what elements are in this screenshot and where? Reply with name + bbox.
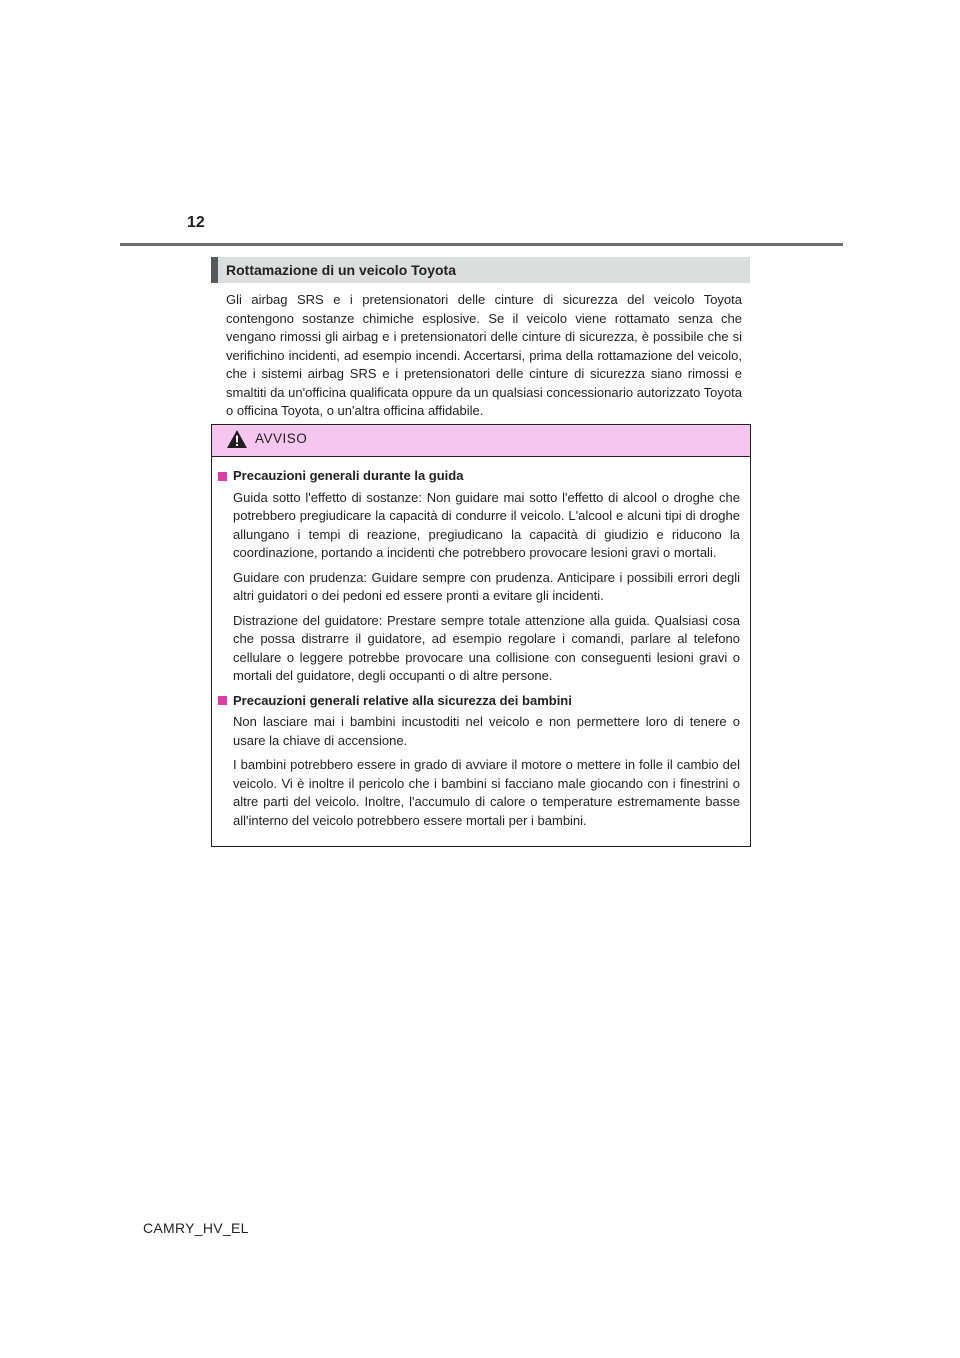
section-heading: Rottamazione di un veicolo Toyota <box>211 257 750 283</box>
warning-block-heading-text: Precauzioni generali durante la guida <box>233 468 464 483</box>
warning-triangle-icon <box>226 429 248 449</box>
bullet-square-icon <box>218 696 227 705</box>
warning-header <box>212 425 750 457</box>
warning-block-heading-text: Precauzioni generali relative alla sicurezza dei bambini <box>233 692 572 708</box>
bullet-square-icon <box>218 472 227 481</box>
warning-box <box>211 424 751 847</box>
section-body: Gli airbag SRS e i pretensionatori delle cinture di sicurezza del veicolo Toyota contengono sostanze chimiche esplosive. Se il veicolo viene rottamato senza che vengano rimossi gli airbag e i pretensionatori delle cinture di sicurezza, è possibile che si verifichino incidenti, ad esempio incendi. Accertarsi, prima della rottamazione del veicolo, che i sistemi airbag SRS e i pretensionatori delle cinture di sicurezza siano rimossi e smaltiti da un'officina qualificata oppure da un qualsiasi concessionario autorizzato Toyota o officina Toyota, o un'altra officina affidabile. <box>226 292 742 418</box>
warning-paragraph: Guida sotto l'effetto di sostanze: Non guidare mai sotto l'effetto di alcool o droghe che potrebbero pregiudicare la capacità di condurre il veicolo. L'alcool e alcuni tipi di droghe allungano i tempi di reazione, pregiudicano la capacità di giudizio e riducono la coordinazione, portando a incidenti che potrebbero provocare lesioni gravi o mortali. <box>233 489 740 560</box>
warning-paragraph: Guidare con prudenza: Guidare sempre con prudenza. Anticipare i possibili errori degli altri guidatori o dei pedoni ed essere pronti a evitare gli incidenti. <box>233 569 740 603</box>
warning-block-heading <box>218 692 740 711</box>
footer-document-code: CAMRY_HV_EL <box>143 1220 249 1236</box>
page-number: 12 <box>187 214 205 231</box>
warning-content <box>212 457 750 830</box>
warning-block-heading <box>218 467 740 486</box>
warning-paragraph: Non lasciare mai i bambini incustoditi nel veicolo e non permettere loro di tenere o usare la chiave di accensione. <box>233 714 740 748</box>
warning-paragraph: I bambini potrebbero essere in grado di avviare il motore o mettere in folle il cambio del veicolo. Vi è inoltre il pericolo che i bambini si facciano male giocando con i finestrini o altre parti del veicolo. Inoltre, l'accumulo di calore o temperature estremamente basse all'interno del veicolo potrebbero essere mortali per i bambini. <box>233 757 740 828</box>
header-divider <box>120 243 843 246</box>
warning-paragraph: Distrazione del guidatore: Prestare sempre totale attenzione alla guida. Qualsiasi cosa che possa distrarre il guidatore, ad esempio regolare i comandi, parlare al telefono cellulare o leggere potrebbe provocare una collisione con conseguenti lesioni gravi o mortali del guidatore, degli occupanti o di altre persone. <box>233 612 740 683</box>
warning-title: AVVISO <box>255 431 308 446</box>
